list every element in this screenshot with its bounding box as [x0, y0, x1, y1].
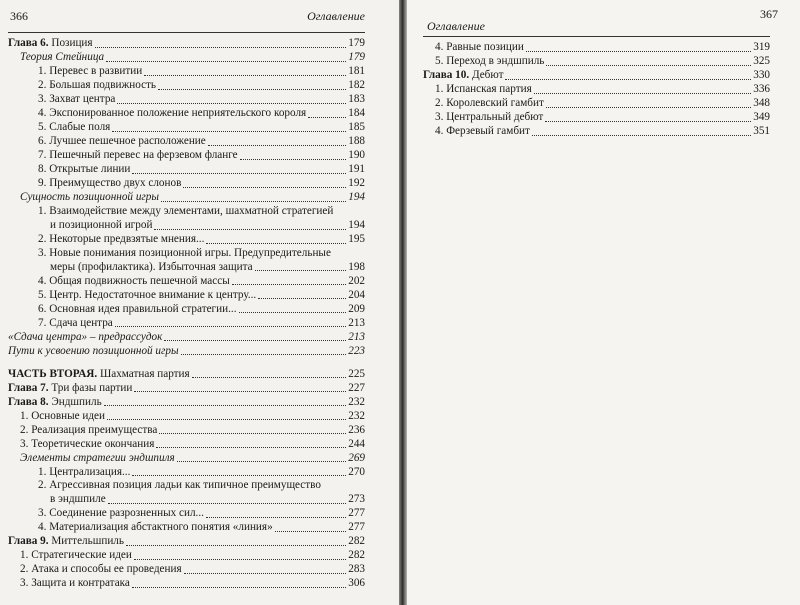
toc-entry: Глава 8. Эндшпиль 232: [8, 395, 365, 408]
toc-entry: 1. Испанская партия 336: [435, 83, 770, 96]
toc-entry: 6. Основная идея правильной стратегии... 209: [38, 302, 365, 315]
toc-entry: 1. Взаимодействие между элементами, шахматной стратегией: [38, 205, 334, 217]
toc-entry: 8. Открытые линии 191: [38, 163, 365, 176]
right-page-number: 367: [760, 7, 778, 21]
left-page: [0, 0, 399, 605]
toc-entry: Элементы стратегии эндшпиля 269: [20, 451, 365, 464]
toc-entry: 4. Равные позиции 319: [435, 41, 770, 54]
toc-entry: 6. Лучшее пешечное расположение 188: [38, 135, 365, 148]
toc-entry: 5. Переход в эндшпиль 325: [435, 55, 770, 68]
toc-entry: Пути к усвоению позиционной игры 223: [8, 344, 365, 357]
toc-entry: 2. Некоторые предвзятые мнения... 195: [38, 233, 365, 245]
toc-entry: Глава 10. Дебют 330: [423, 69, 770, 82]
toc-entry-continued: и позиционной игрой 194: [50, 219, 365, 231]
toc-entry: 4. Ферзевый гамбит 351: [435, 125, 770, 138]
toc-entry: Теория Стейница 179: [20, 51, 365, 64]
toc-entry: 3. Новые понимания позиционной игры. Предупредительные: [38, 246, 331, 259]
toc-entry: 2. Агрессивная позиция ладьи как типичное преимущество: [38, 479, 321, 492]
toc-entry: 3. Теоретические окончания 244: [20, 437, 365, 450]
toc-entry: 3. Защита и контратака 306: [20, 577, 365, 590]
toc-entry: Глава 6. Позиция 179: [8, 37, 365, 50]
toc-entry: 3. Захват центра 183: [38, 93, 365, 106]
toc-entry: 1. Централизация... 270: [38, 465, 365, 478]
right-header-rule: [423, 36, 770, 37]
left-page-header: [8, 0, 365, 26]
toc-entry: 3. Соединение разрозненных сил... 277: [38, 507, 365, 520]
right-running-head: Оглавление: [427, 19, 485, 33]
toc-entry: 2. Реализация преимущества 236: [20, 423, 365, 436]
toc-entry: 1. Перевес в развитии 181: [38, 65, 365, 78]
toc-entry: «Сдача центра» – предрассудок 213: [8, 330, 365, 343]
toc-entry-continued: в эндшпиле 273: [50, 493, 365, 506]
toc-entry: 7. Пешечный перевес на ферзевом фланге 190: [38, 149, 365, 162]
toc-entry: 2. Атака и способы ее проведения 283: [20, 563, 365, 576]
left-toc: [8, 37, 365, 591]
toc-entry: 4. Общая подвижность пешечной массы 202: [38, 274, 365, 287]
toc-entry: 4. Экспонированное положение неприятельского короля 184: [38, 107, 365, 120]
left-running-head: Оглавление: [307, 9, 365, 23]
toc-entry: Глава 9. Миттельшпиль 282: [8, 535, 365, 548]
book-gutter: [399, 0, 407, 605]
right-page: [407, 0, 800, 605]
toc-entry: Сущность позиционной игры 194: [20, 191, 365, 204]
toc-entry: Глава 7. Три фазы партии 227: [8, 381, 365, 394]
toc-entry: 5. Центр. Недостаточное внимание к центру... 204: [38, 288, 365, 301]
toc-gap: [8, 358, 365, 367]
left-header-rule: [8, 32, 365, 33]
toc-entry: 1. Основные идеи 232: [20, 409, 365, 422]
toc-part-entry: ЧАСТЬ ВТОРАЯ. Шахматная партия 225: [8, 367, 365, 380]
left-page-number: 366: [10, 9, 28, 23]
toc-entry-continued: меры (профилактика). Избыточная защита 198: [50, 260, 365, 273]
toc-entry: 1. Стратегические идеи 282: [20, 549, 365, 562]
toc-entry: 9. Преимущество двух слонов 192: [38, 177, 365, 190]
toc-entry: 2. Большая подвижность 182: [38, 79, 365, 92]
toc-entry: 2. Королевский гамбит 348: [435, 97, 770, 110]
toc-entry: 4. Материализация абстактного понятия «линия» 277: [38, 521, 365, 534]
right-toc: [423, 41, 770, 139]
toc-entry: 3. Центральный дебют 349: [435, 111, 770, 124]
right-page-header: [423, 0, 778, 33]
toc-entry: 7. Сдача центра 213: [38, 316, 365, 329]
toc-entry: 5. Слабые поля 185: [38, 121, 365, 134]
